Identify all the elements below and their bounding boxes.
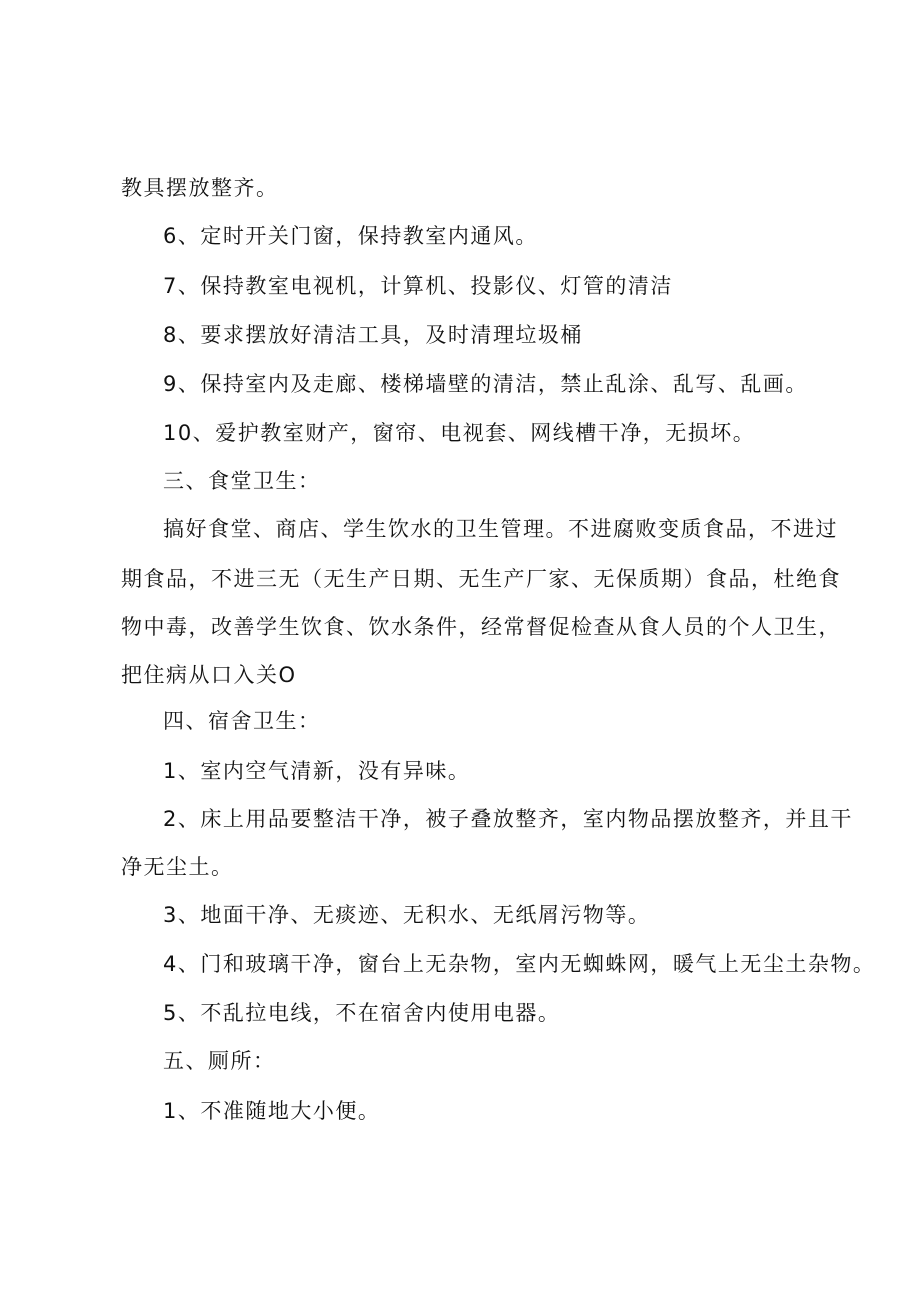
text-line-continuation: 教具摆放整齐。 xyxy=(121,176,279,200)
list-item-10: 10、爱护教室财产，窗帘、电视套、网线槽干净，无损坏。 xyxy=(163,421,756,445)
list-item-2: 2、床上用品要整洁干净，被子叠放整齐，室内物品摆放整齐，并且干 xyxy=(163,807,853,831)
list-item-8: 8、要求摆放好清洁工具，及时清理垃圾桶 xyxy=(163,323,583,347)
list-item-7: 7、保持教室电视机，计算机、投影仪、灯管的清洁 xyxy=(163,274,673,298)
paragraph-line: 搞好食堂、商店、学生饮水的卫生管理。不进腐败变质食品，不进过 xyxy=(163,517,838,541)
list-item-2-continuation: 净无尘土。 xyxy=(121,855,234,879)
section-heading-5: 五、厕所： xyxy=(163,1049,276,1073)
list-item-9: 9、保持室内及走廊、楼梯墙壁的清洁，禁止乱涂、乱写、乱画。 xyxy=(163,372,808,396)
list-item-1: 1、不准随地大小便。 xyxy=(163,1099,381,1123)
section-heading-4: 四、宿舍卫生： xyxy=(163,709,321,733)
paragraph-line: 期食品，不进三无（无生产日期、无生产厂家、无保质期）食品，杜绝食 xyxy=(121,567,841,591)
list-item-4: 4、门和玻璃干净，窗台上无杂物，室内无蜘蛛网，暖气上无尘土杂物。 xyxy=(163,952,876,976)
list-item-3: 3、地面干净、无痰迹、无积水、无纸屑污物等。 xyxy=(163,903,651,927)
section-heading-3: 三、食堂卫生： xyxy=(163,469,321,493)
paragraph-line: 把住病从口入关O xyxy=(121,663,297,687)
list-item-1: 1、室内空气清新，没有异味。 xyxy=(163,759,471,783)
paragraph-line: 物中毒，改善学生饮食、饮水条件，经常督促检查从食人员的个人卫生， xyxy=(121,615,841,639)
list-item-6: 6、定时开关门窗，保持教室内通风。 xyxy=(163,224,538,248)
list-item-5: 5、不乱拉电线，不在宿舍内使用电器。 xyxy=(163,1001,561,1025)
